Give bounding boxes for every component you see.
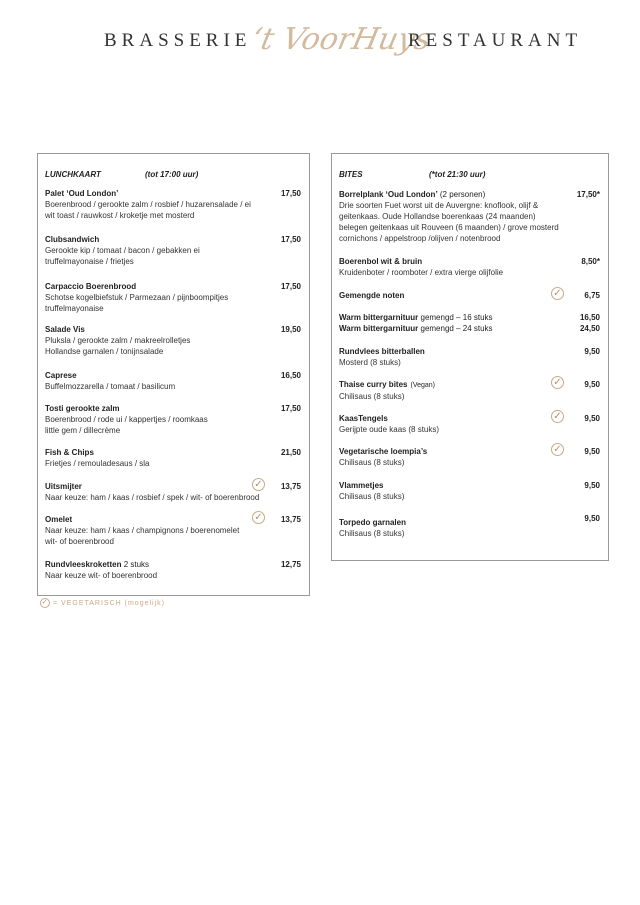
- item-description: Naar keuze wit- of boerenbrood: [45, 571, 158, 580]
- item-note: gemengd – 16 stuks: [418, 313, 493, 322]
- item-name: Thaise curry bites: [339, 380, 408, 389]
- item-note: 2 stuks: [121, 560, 150, 569]
- item-description: wit toast / rauwkost / kroketje met mosterd: [45, 211, 195, 220]
- menu-item: [45, 324, 301, 357]
- item-price: 17,50: [280, 404, 301, 413]
- bites-hours: (*tot 21:30 uur): [429, 170, 486, 179]
- item-description: Chilisaus (8 stuks): [339, 392, 405, 401]
- item-description: Boerenbrood / gerookte zalm / rosbief / huzarensalade / ei: [45, 200, 251, 209]
- item-note: gemengd – 24 stuks: [418, 324, 493, 333]
- bites-title: BITES: [339, 170, 363, 179]
- item-name: Uitsmijter: [45, 482, 82, 491]
- item-price: 13,75: [280, 482, 301, 491]
- item-name: KaasTengels: [339, 414, 388, 423]
- lunch-header: [45, 170, 199, 179]
- item-description: Chilisaus (8 stuks): [339, 458, 405, 467]
- menu-item: [339, 346, 600, 368]
- item-price: 9,50: [584, 380, 600, 389]
- brand-restaurant: RESTAURANT: [408, 30, 583, 51]
- item-name: Salade Vis: [45, 325, 85, 334]
- item-name: Caprese: [45, 371, 77, 380]
- bites-menu-panel: [331, 153, 609, 561]
- item-name: Palet ‘Oud London’: [45, 189, 119, 198]
- item-description: Mosterd (8 stuks): [339, 358, 401, 367]
- menu-item: [339, 323, 600, 334]
- item-description: geitenkaas. Oude Hollandse boerenkaas (24 maanden): [339, 212, 536, 221]
- item-note: (Vegan): [410, 382, 436, 389]
- item-name: Clubsandwich: [45, 235, 100, 244]
- bites-header: [339, 170, 486, 179]
- item-description: Drie soorten Fuet worst uit de Auvergne: knoflook, olijf &: [339, 201, 539, 210]
- item-description: truffelmayonaise / frietjes: [45, 257, 134, 266]
- lunch-title: LUNCHKAART: [45, 170, 101, 179]
- legend: [40, 598, 165, 608]
- item-price: 17,50*: [576, 190, 600, 199]
- item-description: Schotse kogelbiefstuk / Parmezaan / pijnboompitjes: [45, 293, 229, 302]
- item-name: Omelet: [45, 515, 73, 524]
- menu-item: [45, 514, 301, 547]
- item-description: Chilisaus (8 stuks): [339, 529, 405, 538]
- item-price: 21,50: [280, 448, 301, 457]
- item-note: (2 personen): [437, 190, 486, 199]
- item-description: Frietjes / remouladesaus / sla: [45, 459, 150, 468]
- item-description: Boerenbrood / rode ui / kappertjes / roomkaas: [45, 415, 208, 424]
- vegetarian-check-icon: ✓: [41, 599, 49, 606]
- legend-text: = VEGETARISCH (mogelijk): [53, 599, 165, 607]
- item-name: Borrelplank ‘Oud London’: [339, 190, 438, 199]
- item-description: Gerijpte oude kaas (8 stuks): [339, 425, 440, 434]
- item-price: 16,50: [579, 313, 600, 322]
- item-description: cornichons / appelstroop /olijven / notenbrood: [339, 234, 501, 243]
- menu-item: [339, 379, 600, 402]
- vegetarian-check-icon: ✓: [252, 478, 265, 491]
- lunch-menu-panel: [37, 153, 310, 596]
- menu-item: [45, 370, 301, 392]
- item-price: 9,50: [584, 347, 600, 356]
- menu-item: [45, 481, 301, 503]
- item-price: 9,50: [584, 481, 600, 490]
- vegetarian-check-icon: ✓: [551, 376, 564, 389]
- item-price: 9,50: [584, 447, 600, 456]
- menu-item: [45, 403, 301, 436]
- item-name: Carpaccio Boerenbrood: [45, 282, 137, 291]
- menu-item: [339, 256, 600, 278]
- menu-item: [339, 312, 600, 323]
- item-name: Torpedo garnalen: [339, 518, 406, 527]
- item-description: Chilisaus (8 stuks): [339, 492, 405, 501]
- menu-item: [45, 281, 301, 314]
- menu-item: [339, 514, 600, 539]
- menu-item: [45, 188, 301, 221]
- item-description: Pluksla / gerookte zalm / makreelrolletjes: [45, 336, 191, 345]
- item-price: 6,75: [584, 291, 600, 300]
- item-name: Rundvleeskroketten: [45, 560, 122, 569]
- item-description: Kruidenboter / roomboter / extra vierge olijfolie: [339, 268, 504, 277]
- item-description: Gerookte kip / tomaat / bacon / gebakken ei: [45, 246, 200, 255]
- item-description: truffelmayonaise: [45, 304, 104, 313]
- lunch-hours: (tot 17:00 uur): [145, 170, 199, 179]
- item-name: Tosti gerookte zalm: [45, 404, 120, 413]
- menu-item: [339, 189, 600, 244]
- item-price: 9,50: [584, 414, 600, 423]
- item-name: Warm bittergarnituur: [339, 324, 419, 333]
- item-price: 13,75: [280, 515, 301, 524]
- item-description: Buffelmozzarella / tomaat / basilicum: [45, 382, 176, 391]
- item-name: Boerenbol wit & bruin: [339, 257, 423, 266]
- item-price: 12,75: [280, 560, 301, 569]
- menu-item: [339, 446, 600, 468]
- menu-item: [45, 234, 301, 267]
- item-name: Vlammetjes: [339, 481, 384, 490]
- item-price: 17,50: [280, 282, 301, 291]
- item-name: Vegetarische loempia’s: [339, 447, 428, 456]
- item-description: belegen geitenkaas uit Rouveen (6 maanden) / grove mosterd: [339, 223, 559, 232]
- item-price: 17,50: [280, 189, 301, 198]
- item-price: 17,50: [280, 235, 301, 244]
- menu-item: [339, 480, 600, 502]
- item-name: Fish & Chips: [45, 448, 94, 457]
- logo: ‘t VoorHuys: [248, 22, 435, 57]
- vegetarian-check-icon: ✓: [551, 287, 564, 300]
- item-price: 9,50: [584, 514, 600, 523]
- vegetarian-check-icon: ✓: [252, 511, 265, 524]
- item-description: wit- of boerenbrood: [45, 537, 114, 546]
- item-description: Naar keuze: ham / kaas / champignons / boerenomelet: [45, 526, 240, 535]
- vegetarian-check-icon: ✓: [551, 410, 564, 423]
- item-price: 24,50: [579, 324, 600, 333]
- item-name: Gemengde noten: [339, 291, 405, 300]
- item-price: 16,50: [280, 371, 301, 380]
- item-price: 8,50*: [581, 257, 600, 266]
- item-description: Hollandse garnalen / tonijnsalade: [45, 347, 164, 356]
- menu-item: [45, 447, 301, 469]
- item-description: little gem / dillecrème: [45, 426, 121, 435]
- menu-item: [339, 413, 600, 435]
- item-price: 19,50: [280, 325, 301, 334]
- brand-brasserie: BRASSERIE: [104, 30, 252, 51]
- item-name: Rundvlees bitterballen: [339, 347, 425, 356]
- item-name: Warm bittergarnituur: [339, 313, 419, 322]
- menu-item: [45, 559, 301, 581]
- menu-item: [339, 290, 600, 301]
- item-description: Naar keuze: ham / kaas / rosbief / spek / wit- of boerenbrood: [45, 493, 260, 502]
- vegetarian-check-icon: ✓: [551, 443, 564, 456]
